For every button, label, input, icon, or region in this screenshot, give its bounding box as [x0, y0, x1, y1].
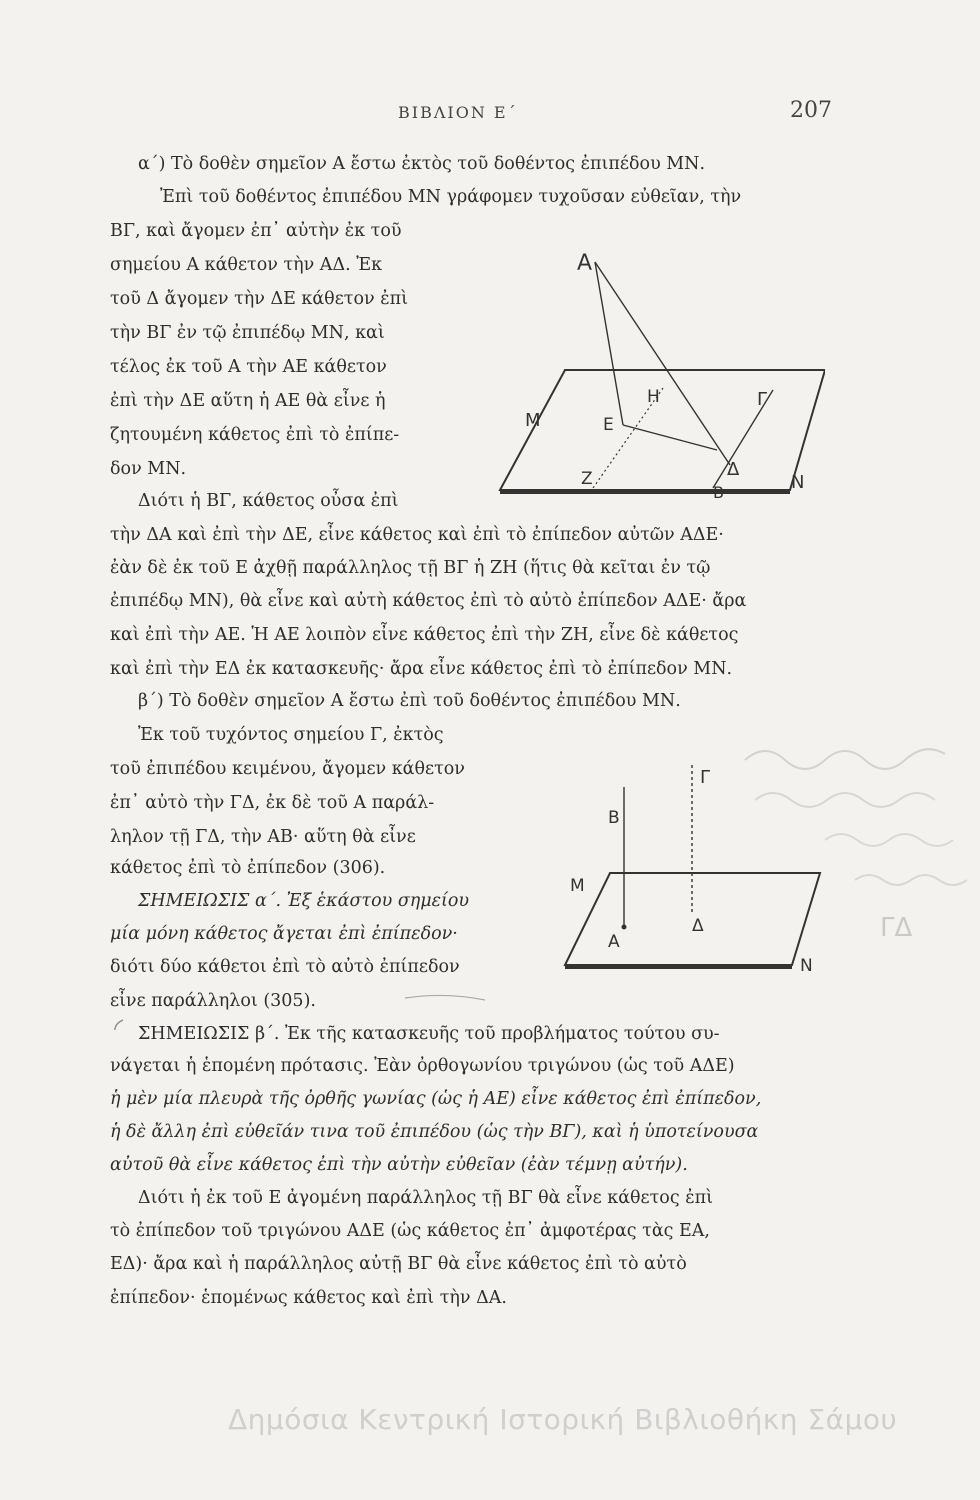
segment-ed [623, 425, 717, 450]
text-line: σημείου Α κάθετον τὴν ΑΔ. Ἐκ [110, 255, 383, 275]
library-watermark: Δημόσια Κεντρική Ιστορική Βιβλιοθήκη Σάμου [228, 1403, 898, 1436]
text-line: εἶνε παράλληλοι (305). [110, 991, 316, 1011]
text-line: Ἐπὶ τοῦ δοθέντος ἐπιπέδου ΜΝ γράφομεν τυχοῦσαν εὐθεῖαν, τὴν [160, 187, 742, 207]
text-line: ἡ μὲν μία πλευρὰ τῆς ὀρθῆς γωνίας (ὡς ἡ ΑΕ) εἶνε κάθετος ἐπὶ ἐπίπεδον, [110, 1089, 762, 1109]
text-line: τέλος ἐκ τοῦ Α τὴν ΑΕ κάθετον [110, 357, 387, 377]
text-line: Ἐκ τοῦ τυχόντος σημείου Γ, ἐκτὸς [138, 725, 444, 745]
figure-perpendicular-to-plane [495, 240, 825, 505]
label-a: Α [577, 251, 593, 276]
text-line: διότι δύο κάθετοι ἐπὶ τὸ αὐτὸ ἐπίπεδον [110, 957, 460, 977]
text-line: δον ΜΝ. [110, 459, 187, 479]
text-line: Διότι ἡ ἐκ τοῦ Ε ἀγομένη παράλληλος τῇ ΒΓ θὰ εἶνε κάθετος ἐπὶ [138, 1188, 713, 1208]
text-line: νάγεται ἡ ἑπομένη πρότασις. Ἐὰν ὀρθογωνίου τριγώνου (ὡς τοῦ ΑΔΕ) [110, 1056, 735, 1076]
text-line: ἐὰν δὲ ἐκ τοῦ Ε ἀχθῇ παράλληλος τῇ ΒΓ ἡ ΖΗ (ἥτις θὰ κεῖται ἐν τῷ [110, 558, 711, 578]
text-line: ἐπίπεδον· ἑπομένως κάθετος καὶ ἐπὶ τὴν ΔΑ. [110, 1288, 507, 1308]
segment-ae [595, 262, 623, 425]
label-b: Β [608, 808, 620, 828]
label-d: Δ [727, 459, 740, 480]
text-line: β΄) Τὸ δοθὲν σημεῖον Α ἔστω ἐπὶ τοῦ δοθέντος ἐπιπέδου ΜΝ. [138, 691, 681, 711]
text-line: ΕΔ)· ἄρα καὶ ἡ παράλληλος αὐτῇ ΒΓ θὰ εἶνε κάθετος ἐπὶ τὸ αὐτὸ [110, 1254, 687, 1274]
text-line: αὐτοῦ θὰ εἶνε κάθετος ἐπὶ τὴν αὐτὴν εὐθεῖαν (ἐὰν τέμνῃ αὐτήν). [110, 1155, 688, 1175]
label-z: Ζ [581, 469, 593, 489]
page-number: 207 [790, 98, 832, 123]
text-line: ἐπ᾽ αὐτὸ τὴν ΓΔ, ἐκ δὲ τοῦ Α παράλ- [110, 793, 435, 813]
text-line: Διότι ἡ ΒΓ, κάθετος οὖσα ἐπὶ [138, 491, 399, 511]
text-line: κάθετος ἐπὶ τὸ ἐπίπεδον (306). [110, 858, 386, 878]
text-line: τοῦ ἐπιπέδου κειμένου, ἄγομεν κάθετον [110, 759, 465, 779]
text-line: ἐπιπέδῳ ΜΝ), θὰ εἶνε καὶ αὐτὴ κάθετος ἐπὶ τὸ αὐτὸ ἐπίπεδον ΑΔΕ· ἄρα [110, 591, 747, 611]
text-line: ἐπὶ τὴν ΔΕ αὕτη ἡ ΑΕ θὰ εἶνε ἡ [110, 391, 386, 411]
text-line: τὴν ΔΑ καὶ ἐπὶ τὴν ΔΕ, εἶνε κάθετος καὶ ἐπὶ τὸ ἐπίπεδον αὐτῶν ΑΔΕ· [110, 525, 724, 545]
text-line: α΄) Τὸ δοθὲν σημεῖον Α ἔστω ἐκτὸς τοῦ δοθέντος ἐπιπέδου ΜΝ. [138, 154, 706, 174]
label-g: Γ [700, 767, 711, 788]
label-n: Ν [791, 472, 805, 493]
running-header: ΒΙΒΛΙΟΝ Ε΄ [398, 103, 518, 122]
handwritten-margin-note: ΓΔ [880, 913, 913, 943]
text-line: τοῦ Δ ἄγομεν τὴν ΔΕ κάθετον ἐπὶ [110, 289, 408, 309]
text-line: ΒΓ, καὶ ἄγομεν ἐπ᾽ αὐτὴν ἐκ τοῦ [110, 221, 402, 241]
text-line: τὸ ἐπίπεδον τοῦ τριγώνου ΑΔΕ (ὡς κάθετος ἐπ᾽ ἀμφοτέρας τὰς ΕΑ, [110, 1221, 710, 1241]
pencil-bracket [105, 990, 495, 1030]
label-m: Μ [525, 410, 541, 431]
label-m: Μ [570, 876, 585, 896]
text-line: τὴν ΒΓ ἐν τῷ ἐπιπέδῳ ΜΝ, καὶ [110, 323, 385, 343]
label-n: Ν [800, 956, 813, 975]
text-line: ζητουμένη κάθετος ἐπὶ τὸ ἐπίπε- [110, 425, 400, 445]
label-e: Ε [603, 415, 614, 435]
label-b: Β [713, 483, 724, 502]
text-line: ἡ δὲ ἄλλη ἐπὶ εὐθεῖάν τινα τοῦ ἐπιπέδου (ὡς τὴν ΒΓ), καὶ ἡ ὑποτείνουσα [110, 1122, 759, 1142]
label-g: Γ [757, 389, 768, 410]
handwritten-scribble [735, 730, 980, 910]
text-line: ΣΗΜΕΙΩΣΙΣ α΄. Ἐξ ἑκάστου σημείου [138, 891, 470, 911]
label-a: Α [608, 932, 620, 952]
text-line: ληλον τῇ ΓΔ, τὴν ΑΒ· αὕτη θὰ εἶνε [110, 827, 416, 847]
text-line: ΣΗΜΕΙΩΣΙΣ β΄. Ἐκ τῆς κατασκευῆς τοῦ προβλήματος τούτου συ- [138, 1024, 720, 1044]
segment-ad [595, 262, 730, 465]
point-a [622, 925, 627, 930]
label-d: Δ [692, 916, 704, 936]
label-h: Η [647, 387, 660, 407]
text-line: μία μόνη κάθετος ἄγεται ἐπὶ ἐπίπεδον· [110, 924, 458, 944]
text-line: καὶ ἐπὶ τὴν ΕΔ ἐκ κατασκευῆς· ἄρα εἶνε κάθετος ἐπὶ τὸ ἐπίπεδον ΜΝ. [110, 659, 733, 679]
text-line: καὶ ἐπὶ τὴν ΑΕ. Ἡ ΑΕ λοιπὸν εἶνε κάθετος ἐπὶ τὴν ΖΗ, εἶνε δὲ κάθετος [110, 625, 739, 645]
